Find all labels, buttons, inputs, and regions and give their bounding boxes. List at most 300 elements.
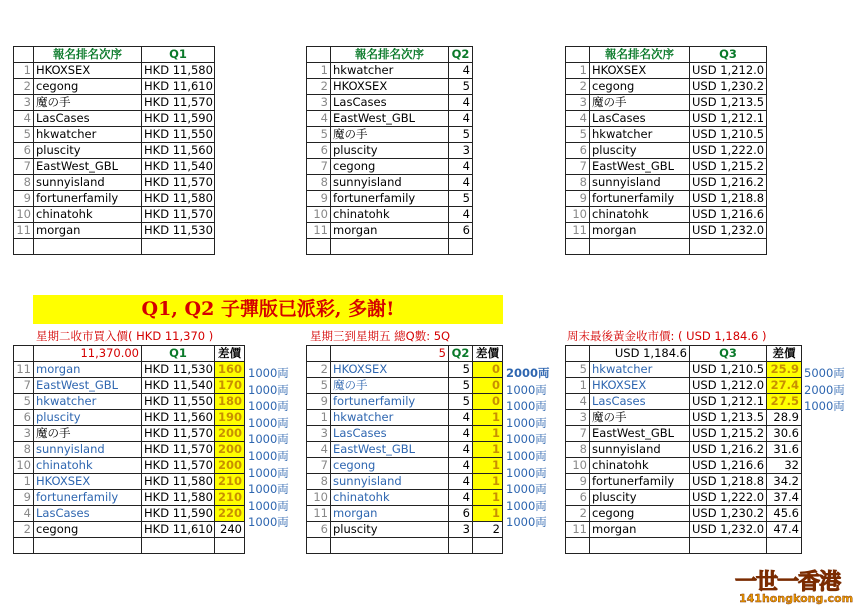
member-name: fortunerfamily — [590, 474, 690, 490]
row-index: 1 — [14, 63, 34, 79]
payout-amount: 1000両 — [506, 449, 547, 463]
diff-value: 240 — [215, 522, 245, 538]
diff-value: 27.4 — [767, 378, 802, 394]
site-logo — [733, 565, 858, 607]
diff-header: 差價 — [473, 346, 503, 362]
prediction-value: 6 — [449, 506, 473, 522]
value-header: Q3 — [690, 47, 767, 63]
member-name: chinatohk — [590, 458, 690, 474]
payout-amount: 1000両 — [248, 415, 289, 430]
prediction-value: HKD 11,590 — [142, 506, 215, 522]
diff-value: 200 — [215, 458, 245, 474]
empty-row — [566, 239, 767, 255]
member-name: 魔の手 — [590, 410, 690, 426]
row-index: 5 — [14, 127, 34, 143]
table-row — [14, 410, 245, 426]
row-index: 4 — [566, 394, 590, 410]
table-row — [566, 143, 767, 159]
prediction-value: HKD 11,560 — [142, 143, 215, 159]
member-name: EastWest_GBL — [34, 159, 142, 175]
diff-value: 1 — [473, 458, 503, 474]
row-index: 11 — [14, 223, 34, 239]
prediction-value: USD 1,210.5 — [690, 127, 767, 143]
value-header: Q2 — [449, 346, 473, 362]
prediction-value: USD 1,216.2 — [690, 175, 767, 191]
diff-value: 190 — [215, 410, 245, 426]
top-table-q2 — [306, 46, 473, 255]
member-name: hkwatcher — [590, 127, 690, 143]
diff-value: 2 — [473, 522, 503, 538]
member-name: cegong — [590, 79, 690, 95]
table-row — [14, 207, 215, 223]
prediction-value: HKD 11,610 — [142, 79, 215, 95]
logo-url-text: 141hongkong.com — [739, 592, 854, 605]
empty-cell — [449, 239, 473, 255]
row-index: 3 — [566, 410, 590, 426]
table-row — [566, 175, 767, 191]
member-name: chinatohk — [590, 207, 690, 223]
rank-header: 報名排名次序 — [590, 47, 690, 63]
prediction-value: 4 — [449, 63, 473, 79]
prediction-value: HKD 11,560 — [142, 410, 215, 426]
member-name: pluscity — [34, 410, 142, 426]
payout-amount: 1000両 — [248, 382, 289, 397]
rank-header: 報名排名次序 — [34, 47, 142, 63]
row-index: 10 — [307, 207, 331, 223]
table-row — [566, 506, 802, 522]
empty-cell — [34, 538, 142, 554]
member-name: LasCases — [331, 426, 449, 442]
table-row — [307, 159, 473, 175]
diff-value: 180 — [215, 394, 245, 410]
prediction-value: USD 1,230.2 — [690, 506, 767, 522]
row-index: 11 — [566, 522, 590, 538]
member-name: cegong — [34, 522, 142, 538]
row-index: 6 — [566, 490, 590, 506]
result-table-q1 — [13, 345, 245, 554]
caption-q2: 星期三到星期五 總Q數: 5Q — [310, 329, 451, 343]
payout-amount: 1000両 — [506, 415, 547, 430]
payout-amount: 1000両 — [506, 399, 547, 414]
result-table-q3 — [565, 345, 802, 554]
row-index: 4 — [14, 111, 34, 127]
row-index: 5 — [307, 127, 331, 143]
member-name: hkwatcher — [34, 127, 142, 143]
payout-amount: 1000両 — [804, 399, 845, 414]
prediction-value: 5 — [449, 394, 473, 410]
diff-value: 0 — [473, 394, 503, 410]
member-name: fortunerfamily — [34, 490, 142, 506]
table-row — [566, 426, 802, 442]
table-row — [566, 111, 767, 127]
table-row — [14, 474, 245, 490]
row-index: 7 — [14, 159, 34, 175]
payout-amount: 1000両 — [506, 382, 547, 397]
member-name: 魔の手 — [34, 426, 142, 442]
member-name: pluscity — [34, 143, 142, 159]
empty-row — [307, 239, 473, 255]
empty-row — [307, 538, 503, 554]
diff-value: 0 — [473, 362, 503, 378]
table-row — [566, 207, 767, 223]
payout-amount: 1000両 — [248, 482, 289, 497]
empty-cell — [690, 239, 767, 255]
header-row — [566, 346, 802, 362]
member-name: LasCases — [590, 394, 690, 410]
diff-value: 200 — [215, 426, 245, 442]
member-name: morgan — [331, 506, 449, 522]
row-index: 4 — [14, 506, 34, 522]
table-row — [566, 63, 767, 79]
member-name: 魔の手 — [590, 95, 690, 111]
row-index: 2 — [14, 79, 34, 95]
row-index: 2 — [14, 522, 34, 538]
prediction-value: HKD 11,590 — [142, 111, 215, 127]
diff-value: 1 — [473, 442, 503, 458]
row-index: 4 — [307, 111, 331, 127]
diff-value: 45.6 — [767, 506, 802, 522]
prediction-value: USD 1,210.5 — [690, 362, 767, 378]
table-row — [14, 458, 245, 474]
prediction-value: HKD 11,550 — [142, 394, 215, 410]
prediction-value: USD 1,213.5 — [690, 410, 767, 426]
row-index: 10 — [566, 207, 590, 223]
row-index: 2 — [566, 79, 590, 95]
table-row — [566, 522, 802, 538]
member-name: sunnyisland — [331, 175, 449, 191]
row-index: 9 — [14, 490, 34, 506]
prediction-value: USD 1,212.1 — [690, 111, 767, 127]
table-row — [14, 362, 245, 378]
row-index: 8 — [307, 474, 331, 490]
member-name: fortunerfamily — [590, 191, 690, 207]
prediction-value: HKD 11,530 — [142, 223, 215, 239]
top-table-q1 — [13, 46, 215, 255]
row-index: 4 — [566, 111, 590, 127]
table-row — [566, 442, 802, 458]
prediction-value: 4 — [449, 426, 473, 442]
prediction-value: USD 1,213.5 — [690, 95, 767, 111]
prediction-value: USD 1,222.0 — [690, 490, 767, 506]
diff-value: 47.4 — [767, 522, 802, 538]
top-table-q3 — [565, 46, 767, 255]
table-row — [307, 426, 503, 442]
row-index: 1 — [14, 474, 34, 490]
member-name: morgan — [590, 223, 690, 239]
prediction-value: HKD 11,570 — [142, 175, 215, 191]
header-row — [14, 346, 245, 362]
table-row — [14, 79, 215, 95]
member-name: 魔の手 — [34, 95, 142, 111]
member-name: cegong — [34, 79, 142, 95]
diff-header: 差價 — [215, 346, 245, 362]
table-row — [14, 111, 215, 127]
diff-value: 28.9 — [767, 410, 802, 426]
empty-cell — [473, 538, 503, 554]
row-index: 10 — [566, 458, 590, 474]
member-name: fortunerfamily — [34, 191, 142, 207]
table-row — [307, 207, 473, 223]
row-index: 3 — [14, 426, 34, 442]
prediction-value: HKD 11,610 — [142, 522, 215, 538]
empty-cell — [331, 239, 449, 255]
prediction-value: HKD 11,570 — [142, 207, 215, 223]
prediction-value: 4 — [449, 95, 473, 111]
table-row — [14, 490, 245, 506]
diff-value: 37.4 — [767, 490, 802, 506]
table-row — [307, 79, 473, 95]
table-row — [14, 394, 245, 410]
table-row — [307, 127, 473, 143]
prediction-value: 5 — [449, 191, 473, 207]
diff-value: 27.5 — [767, 394, 802, 410]
row-index: 2 — [566, 506, 590, 522]
prediction-value: USD 1,215.2 — [690, 426, 767, 442]
table-row — [14, 175, 215, 191]
table-row — [566, 410, 802, 426]
table-row — [14, 63, 215, 79]
row-index: 11 — [566, 223, 590, 239]
member-name: sunnyisland — [34, 442, 142, 458]
prediction-value: USD 1,222.0 — [690, 143, 767, 159]
diff-value: 160 — [215, 362, 245, 378]
row-index: 7 — [566, 159, 590, 175]
row-index: 2 — [307, 362, 331, 378]
row-index: 7 — [566, 426, 590, 442]
prediction-value: HKD 11,570 — [142, 426, 215, 442]
row-index: 1 — [307, 410, 331, 426]
payout-amount: 2000両 — [506, 366, 550, 380]
header-row — [307, 47, 473, 63]
member-name: chinatohk — [34, 458, 142, 474]
payout-amount: 1000両 — [506, 432, 547, 447]
payout-amount: 1000両 — [248, 432, 289, 447]
diff-value: 210 — [215, 474, 245, 490]
row-index: 11 — [307, 223, 331, 239]
member-name: chinatohk — [331, 207, 449, 223]
diff-value: 25.9 — [767, 362, 802, 378]
payout-amount: 1000両 — [506, 465, 547, 480]
row-index: 9 — [307, 394, 331, 410]
diff-value: 34.2 — [767, 474, 802, 490]
prediction-value: HKD 11,570 — [142, 458, 215, 474]
prediction-value: 5 — [449, 362, 473, 378]
row-index: 1 — [566, 378, 590, 394]
row-index: 1 — [307, 63, 331, 79]
prediction-value: HKD 11,540 — [142, 159, 215, 175]
member-name: LasCases — [34, 111, 142, 127]
empty-cell — [14, 239, 34, 255]
rank-header: 報名排名次序 — [331, 47, 449, 63]
prediction-value: HKD 11,570 — [142, 95, 215, 111]
prediction-value: 5 — [449, 79, 473, 95]
diff-value: 31.6 — [767, 442, 802, 458]
row-index: 1 — [566, 63, 590, 79]
row-index: 8 — [566, 442, 590, 458]
table-row — [566, 378, 802, 394]
index-header — [566, 346, 590, 362]
row-index: 5 — [307, 378, 331, 394]
prediction-value: USD 1,215.2 — [690, 159, 767, 175]
result-table-q2 — [306, 345, 503, 554]
member-name: chinatohk — [331, 490, 449, 506]
diff-value: 210 — [215, 490, 245, 506]
row-index: 7 — [14, 378, 34, 394]
reference-value: USD 1,184.6 — [590, 346, 690, 362]
payout-banner: Q1, Q2 子彈版已派彩, 多謝! — [33, 295, 503, 324]
index-header — [14, 346, 34, 362]
value-header: Q2 — [449, 47, 473, 63]
member-name: morgan — [590, 522, 690, 538]
member-name: EastWest_GBL — [590, 426, 690, 442]
empty-cell — [14, 538, 34, 554]
prediction-value: 6 — [449, 223, 473, 239]
member-name: HKOXSEX — [34, 474, 142, 490]
member-name: cegong — [331, 159, 449, 175]
payout-amount: 2000両 — [804, 382, 845, 397]
empty-cell — [331, 538, 449, 554]
member-name: cegong — [331, 458, 449, 474]
row-index: 8 — [566, 175, 590, 191]
member-name: hkwatcher — [331, 410, 449, 426]
prediction-value: HKD 11,580 — [142, 63, 215, 79]
payout-amount: 1000両 — [506, 515, 547, 530]
table-row — [14, 522, 245, 538]
table-row — [14, 442, 245, 458]
reference-value: 5 — [331, 346, 449, 362]
prediction-value: HKD 11,530 — [142, 362, 215, 378]
member-name: pluscity — [590, 143, 690, 159]
diff-header: 差價 — [767, 346, 802, 362]
prediction-value: 4 — [449, 111, 473, 127]
table-row — [307, 442, 503, 458]
diff-value: 200 — [215, 442, 245, 458]
table-row — [566, 223, 767, 239]
prediction-value: 4 — [449, 159, 473, 175]
table-row — [307, 143, 473, 159]
member-name: 魔の手 — [331, 378, 449, 394]
member-name: hkwatcher — [34, 394, 142, 410]
prediction-value: USD 1,232.0 — [690, 223, 767, 239]
table-row — [307, 506, 503, 522]
table-row — [307, 95, 473, 111]
member-name: HKOXSEX — [331, 362, 449, 378]
row-index: 6 — [307, 143, 331, 159]
row-index: 5 — [566, 127, 590, 143]
empty-row — [14, 239, 215, 255]
prediction-value: 4 — [449, 474, 473, 490]
member-name: EastWest_GBL — [331, 111, 449, 127]
member-name: HKOXSEX — [590, 378, 690, 394]
row-index: 8 — [307, 175, 331, 191]
value-header: Q1 — [142, 47, 215, 63]
table-row — [566, 127, 767, 143]
empty-cell — [34, 239, 142, 255]
table-row — [307, 522, 503, 538]
member-name: fortunerfamily — [331, 191, 449, 207]
empty-cell — [449, 538, 473, 554]
payout-amount: 1000両 — [248, 449, 289, 463]
table-row — [14, 223, 215, 239]
table-row — [307, 191, 473, 207]
payout-amount: 1000両 — [248, 366, 289, 380]
payout-amount: 1000両 — [248, 465, 289, 480]
prediction-value: 4 — [449, 207, 473, 223]
empty-cell — [307, 538, 331, 554]
table-row — [307, 63, 473, 79]
table-row — [307, 378, 503, 394]
member-name: HKOXSEX — [590, 63, 690, 79]
table-row — [307, 175, 473, 191]
row-index: 10 — [307, 490, 331, 506]
caption-q1: 星期二收市買入價( HKD 11,370 ) — [36, 329, 214, 343]
prediction-value: HKD 11,580 — [142, 490, 215, 506]
member-name: morgan — [34, 223, 142, 239]
payout-amount: 1000両 — [248, 399, 289, 414]
prediction-value: USD 1,212.1 — [690, 394, 767, 410]
prediction-value: USD 1,212.0 — [690, 63, 767, 79]
empty-cell — [590, 538, 690, 554]
prediction-value: USD 1,216.6 — [690, 458, 767, 474]
empty-cell — [142, 239, 215, 255]
member-name: HKOXSEX — [331, 79, 449, 95]
payout-amount: 5000両 — [804, 366, 845, 380]
prediction-value: USD 1,218.8 — [690, 191, 767, 207]
member-name: chinatohk — [34, 207, 142, 223]
table-row — [14, 506, 245, 522]
row-index: 3 — [307, 95, 331, 111]
member-name: LasCases — [34, 506, 142, 522]
diff-value: 30.6 — [767, 426, 802, 442]
table-row — [566, 95, 767, 111]
table-row — [307, 490, 503, 506]
table-row — [566, 159, 767, 175]
prediction-value: HKD 11,580 — [142, 474, 215, 490]
member-name: pluscity — [331, 143, 449, 159]
member-name: sunnyisland — [331, 474, 449, 490]
member-name: LasCases — [590, 111, 690, 127]
table-row — [14, 378, 245, 394]
row-index: 7 — [307, 458, 331, 474]
table-row — [566, 191, 767, 207]
value-header: Q1 — [142, 346, 215, 362]
table-row — [307, 111, 473, 127]
value-header: Q3 — [690, 346, 767, 362]
member-name: 魔の手 — [331, 127, 449, 143]
table-row — [307, 458, 503, 474]
empty-cell — [566, 239, 590, 255]
index-header — [307, 346, 331, 362]
row-index: 9 — [566, 191, 590, 207]
prediction-value: HKD 11,570 — [142, 442, 215, 458]
empty-cell — [767, 538, 802, 554]
empty-cell — [690, 538, 767, 554]
row-index: 10 — [14, 207, 34, 223]
caption-q3: 周末最後黃金收市價: ( USD 1,184.6 ) — [567, 329, 767, 343]
diff-value: 32 — [767, 458, 802, 474]
prediction-value: USD 1,216.6 — [690, 207, 767, 223]
prediction-value: 3 — [449, 143, 473, 159]
member-name: pluscity — [590, 490, 690, 506]
prediction-value: 4 — [449, 458, 473, 474]
prediction-value: USD 1,230.2 — [690, 79, 767, 95]
header-row — [566, 47, 767, 63]
row-index: 8 — [14, 442, 34, 458]
empty-cell — [142, 538, 215, 554]
member-name: fortunerfamily — [331, 394, 449, 410]
table-row — [566, 458, 802, 474]
diff-value: 0 — [473, 378, 503, 394]
